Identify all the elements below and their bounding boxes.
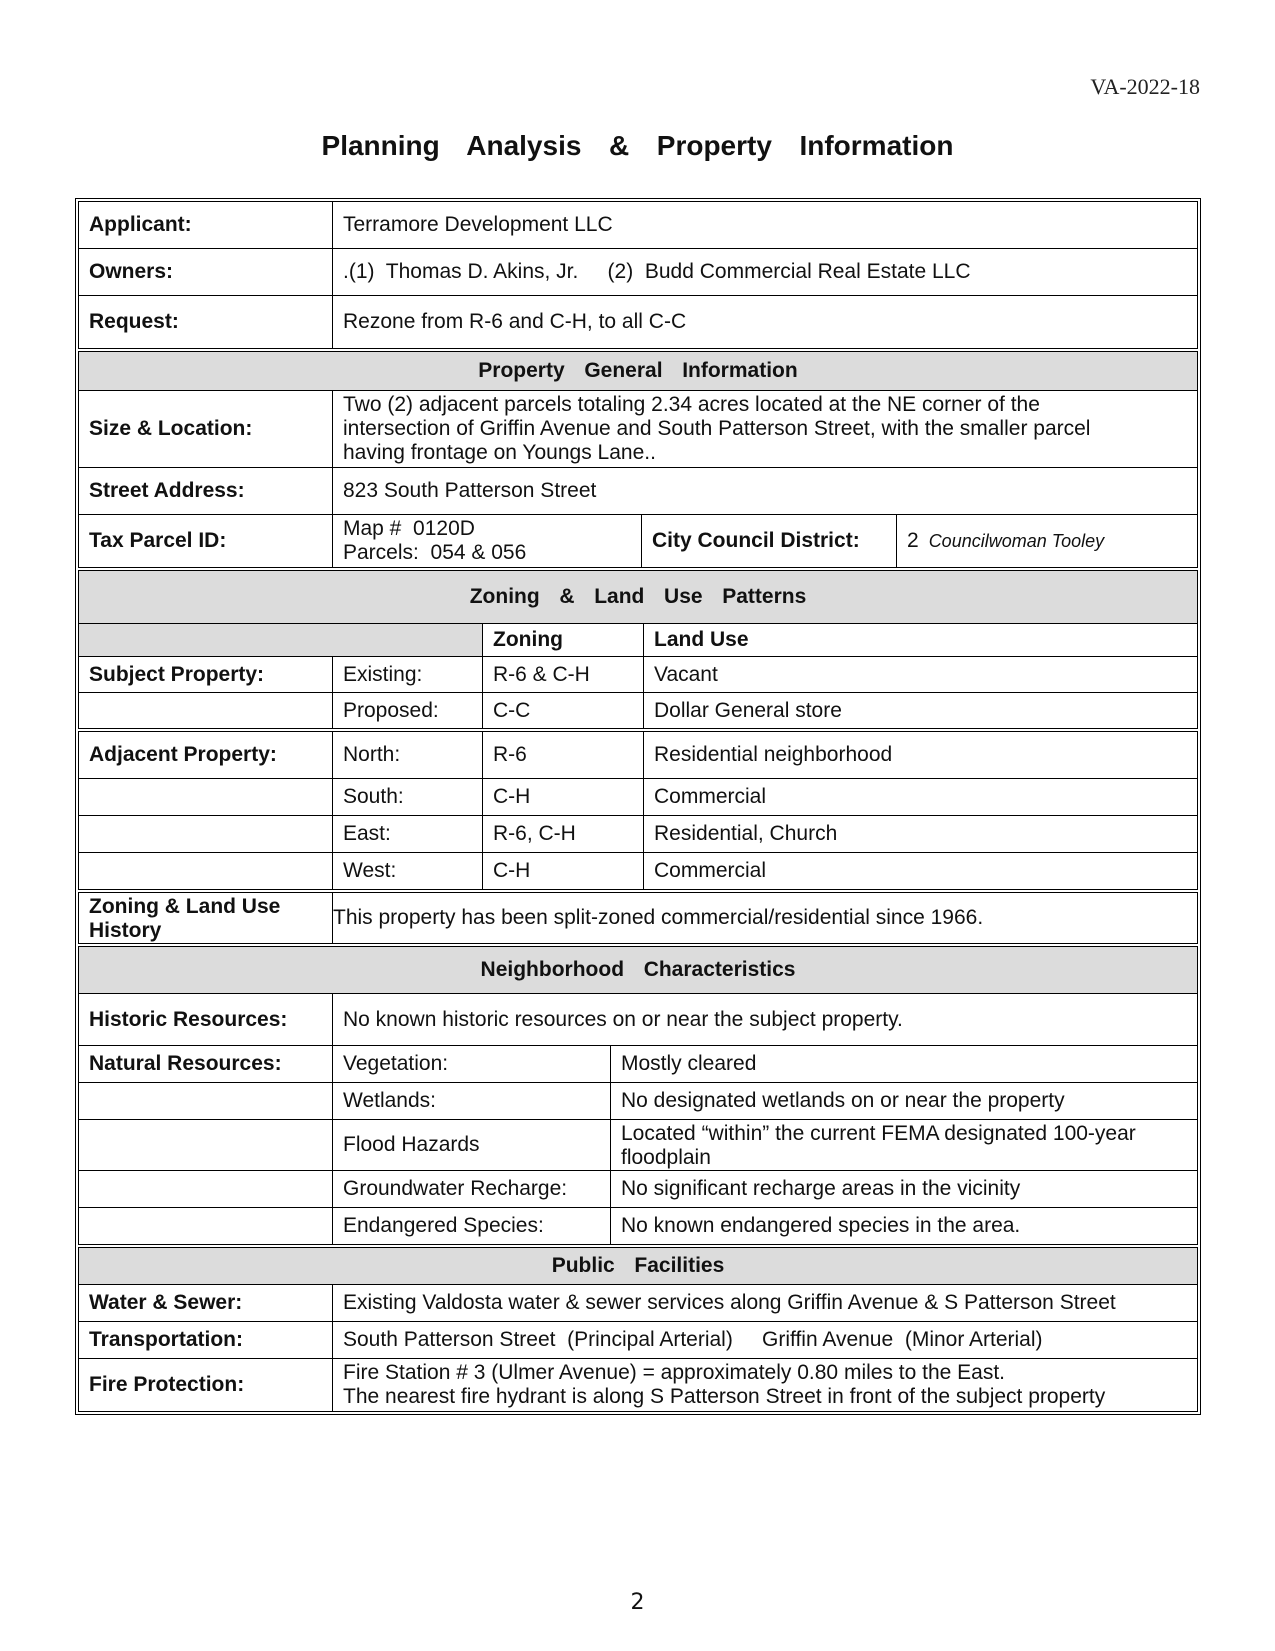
zoning-section bbox=[78, 570, 1198, 729]
transportation-row bbox=[79, 1321, 1197, 1358]
zoning-header-blank bbox=[79, 624, 482, 656]
adjacent-blank-label bbox=[79, 816, 332, 852]
applicant-label: Applicant: bbox=[89, 213, 192, 236]
adjacent-direction: North: bbox=[332, 732, 482, 778]
fire-protection-line: Fire Station # 3 (Ulmer Avenue) = approximately 0.80 miles to the East. bbox=[343, 1361, 1006, 1384]
subject-type: Proposed: bbox=[332, 693, 482, 728]
map-number: Map # 0120D bbox=[343, 517, 475, 540]
subject-property-label: Subject Property: bbox=[89, 662, 265, 686]
parcel-numbers: Parcels: 054 & 056 bbox=[343, 541, 527, 564]
natural-wetlands-row bbox=[79, 1082, 1197, 1119]
general-heading: Property General Information bbox=[79, 352, 1197, 390]
request-value: Rezone from R-6 and C-H, to all C-C bbox=[332, 296, 1197, 348]
property-information-table bbox=[75, 198, 1201, 1415]
page-title: Planning Analysis & Property Information bbox=[321, 130, 954, 161]
subject-zoning: R-6 & C-H bbox=[482, 657, 643, 692]
adjacent-land-use: Residential, Church bbox=[643, 816, 1197, 852]
fire-protection-label: Fire Protection: bbox=[89, 1373, 245, 1396]
zoning-heading: Zoning & Land Use Patterns bbox=[79, 571, 1197, 623]
facilities-heading: Public Facilities bbox=[79, 1248, 1197, 1284]
natural-blank-label bbox=[79, 1083, 332, 1119]
transportation-value: South Patterson Street (Principal Arterial) Griffin Avenue (Minor Arterial) bbox=[332, 1322, 1197, 1358]
owners-label: Owners: bbox=[89, 260, 174, 283]
adjacent-property-section bbox=[78, 731, 1198, 890]
applicant-value: Terramore Development LLC bbox=[332, 202, 1197, 248]
natural-groundwater-row bbox=[79, 1170, 1197, 1207]
page-number: 2 bbox=[630, 1590, 645, 1615]
tax-parcel-label: Tax Parcel ID: bbox=[89, 529, 227, 552]
request-row bbox=[79, 295, 1197, 348]
facilities-heading-row bbox=[79, 1248, 1197, 1284]
size-location-line: intersection of Griffin Avenue and South Patterson Street, with the smaller parcel bbox=[343, 417, 1091, 440]
natural-resource-item: Vegetation: bbox=[332, 1046, 610, 1082]
natural-resources-label: Natural Resources: bbox=[89, 1052, 282, 1075]
street-address-row bbox=[79, 467, 1197, 514]
street-address-value: 823 South Patterson Street bbox=[332, 468, 1197, 514]
zoning-history-row bbox=[79, 893, 1197, 943]
tax-parcel-row bbox=[79, 514, 1197, 567]
subject-blank-label bbox=[79, 693, 332, 728]
council-district-number: 2 bbox=[907, 529, 919, 552]
zoning-history-value: This property has been split-zoned commercial/residential since 1966. bbox=[332, 893, 1197, 943]
general-heading-row bbox=[79, 352, 1197, 390]
request-label: Request: bbox=[89, 310, 179, 333]
adjacent-property-label: Adjacent Property: bbox=[89, 743, 277, 766]
neighborhood-heading-row bbox=[79, 947, 1197, 993]
adjacent-land-use: Residential neighborhood bbox=[643, 732, 1197, 778]
fire-protection-value bbox=[332, 1359, 1197, 1411]
owners-row bbox=[79, 248, 1197, 295]
council-representative: Councilwoman Tooley bbox=[928, 531, 1105, 551]
natural-resource-item: Flood Hazards bbox=[332, 1120, 610, 1170]
subject-land-use: Vacant bbox=[643, 657, 1197, 692]
fire-protection-line: The nearest fire hydrant is along S Patterson Street in front of the subject property bbox=[343, 1385, 1106, 1408]
transportation-label: Transportation: bbox=[89, 1328, 244, 1351]
natural-resource-item: Groundwater Recharge: bbox=[332, 1171, 610, 1207]
zoning-column-header: Zoning bbox=[482, 624, 643, 656]
size-location-line: Two (2) adjacent parcels totaling 2.34 acres located at the NE corner of the bbox=[343, 393, 1040, 416]
natural-resource-value bbox=[610, 1120, 1197, 1170]
water-sewer-value: Existing Valdosta water & sewer services along Griffin Avenue & S Patterson Street bbox=[332, 1285, 1197, 1321]
natural-species-row bbox=[79, 1207, 1197, 1244]
neighborhood-heading: Neighborhood Characteristics bbox=[79, 947, 1197, 993]
adjacent-blank-label bbox=[79, 853, 332, 889]
council-district-label: City Council District: bbox=[641, 515, 896, 567]
zoning-heading-row bbox=[79, 571, 1197, 623]
zoning-history-label bbox=[79, 893, 332, 943]
public-facilities-section bbox=[78, 1247, 1198, 1412]
subject-zoning: C-C bbox=[482, 693, 643, 728]
natural-blank-label bbox=[79, 1171, 332, 1207]
water-sewer-label: Water & Sewer: bbox=[89, 1291, 243, 1314]
subject-existing-row bbox=[79, 656, 1197, 692]
adjacent-land-use: Commercial bbox=[643, 779, 1197, 815]
land-use-column-header: Land Use bbox=[643, 624, 1197, 656]
street-address-label: Street Address: bbox=[89, 479, 245, 502]
natural-flood-row bbox=[79, 1119, 1197, 1170]
natural-vegetation-row bbox=[79, 1045, 1197, 1082]
fire-protection-row bbox=[79, 1358, 1197, 1411]
tax-parcel-value bbox=[332, 515, 641, 567]
council-district-value bbox=[896, 515, 1197, 567]
adjacent-direction: West: bbox=[332, 853, 482, 889]
zoning-column-header-row bbox=[79, 623, 1197, 656]
document-id: VA-2022-18 bbox=[1090, 74, 1200, 99]
adjacent-east-row bbox=[79, 815, 1197, 852]
flood-hazard-line: floodplain bbox=[621, 1146, 711, 1169]
natural-resource-value: No significant recharge areas in the vicinity bbox=[610, 1171, 1197, 1207]
adjacent-west-row bbox=[79, 852, 1197, 889]
zoning-history-section bbox=[78, 892, 1198, 944]
applicant-section bbox=[78, 201, 1198, 349]
adjacent-zoning: R-6, C-H bbox=[482, 816, 643, 852]
applicant-row bbox=[79, 202, 1197, 248]
historic-resources-label: Historic Resources: bbox=[89, 1007, 288, 1031]
neighborhood-section bbox=[78, 946, 1198, 1245]
adjacent-north-row bbox=[79, 732, 1197, 778]
general-information-section bbox=[78, 351, 1198, 568]
water-sewer-row bbox=[79, 1284, 1197, 1321]
adjacent-direction: East: bbox=[332, 816, 482, 852]
natural-resource-item: Wetlands: bbox=[332, 1083, 610, 1119]
size-location-label: Size & Location: bbox=[89, 417, 253, 440]
subject-type: Existing: bbox=[332, 657, 482, 692]
zoning-history-label-line: Zoning & Land Use bbox=[89, 895, 281, 918]
zoning-history-label-line: History bbox=[89, 919, 162, 942]
natural-blank-label bbox=[79, 1208, 332, 1244]
adjacent-zoning: C-H bbox=[482, 853, 643, 889]
size-location-value bbox=[332, 391, 1197, 467]
flood-hazard-line: Located “within” the current FEMA designated 100-year bbox=[621, 1122, 1136, 1145]
natural-resource-value: No known endangered species in the area. bbox=[610, 1208, 1197, 1244]
adjacent-land-use: Commercial bbox=[643, 853, 1197, 889]
owners-value: .(1) Thomas D. Akins, Jr. (2) Budd Commercial Real Estate LLC bbox=[332, 249, 1197, 295]
natural-resource-value: No designated wetlands on or near the property bbox=[610, 1083, 1197, 1119]
subject-land-use: Dollar General store bbox=[643, 693, 1197, 728]
adjacent-blank-label bbox=[79, 779, 332, 815]
natural-resource-item: Endangered Species: bbox=[332, 1208, 610, 1244]
historic-resources-value: No known historic resources on or near the subject property. bbox=[332, 994, 1197, 1045]
natural-blank-label bbox=[79, 1120, 332, 1170]
adjacent-zoning: C-H bbox=[482, 779, 643, 815]
adjacent-south-row bbox=[79, 778, 1197, 815]
adjacent-direction: South: bbox=[332, 779, 482, 815]
size-location-row bbox=[79, 390, 1197, 467]
subject-proposed-row bbox=[79, 692, 1197, 728]
historic-resources-row bbox=[79, 993, 1197, 1045]
adjacent-zoning: R-6 bbox=[482, 732, 643, 778]
size-location-line: having frontage on Youngs Lane.. bbox=[343, 441, 656, 464]
natural-resource-value: Mostly cleared bbox=[610, 1046, 1197, 1082]
